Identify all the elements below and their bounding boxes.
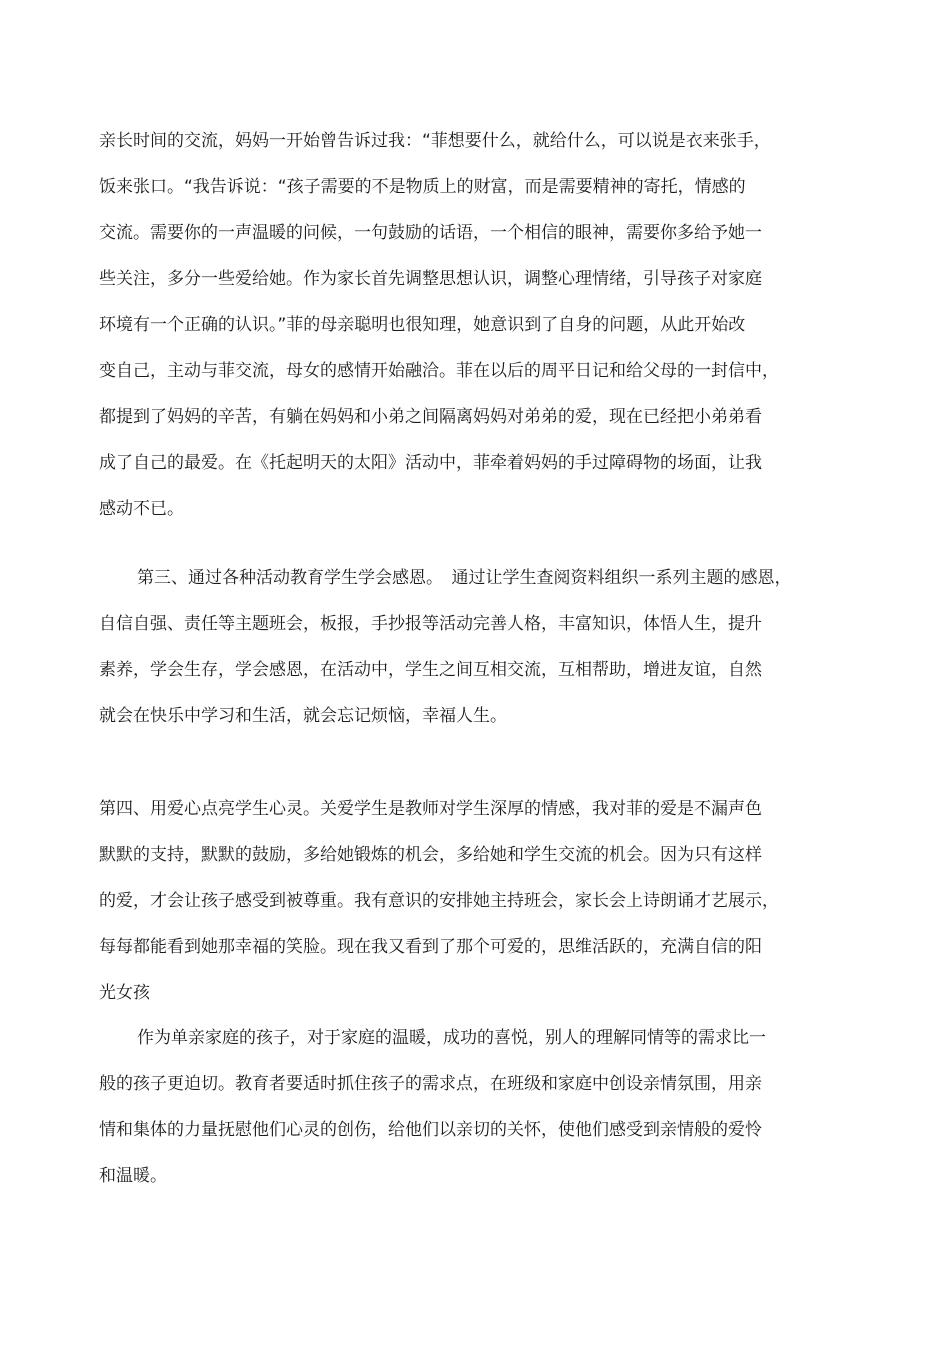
- paragraph-3: [99, 786, 839, 1016]
- paragraph-line: 些关注，多分一些爱给她。作为家长首先调整思想认识，调整心理情绪，引导孩子对家庭: [99, 269, 762, 289]
- paragraph-line: 作为单亲家庭的孩子，对于家庭的温暖，成功的喜悦，别人的理解同情等的需求比一: [137, 1028, 766, 1048]
- paragraph-line: 般的孩子更迫切。教育者要适时抓住孩子的需求点，在班级和家庭中创设亲情氛围，用亲: [99, 1074, 762, 1094]
- paragraph-line: 的爱，才会让孩子感受到被尊重。我有意识的安排她主持班会，家长会上诗朗诵才艺展示，: [99, 891, 779, 911]
- paragraph-4: [99, 1015, 839, 1199]
- paragraph-line: 每每都能看到她那幸福的笑脸。现在我又看到了那个可爱的，思维活跃的，充满自信的阳: [99, 937, 762, 957]
- paragraph-line: 成了自己的最爱。在《托起明天的太阳》活动中，菲牵着妈妈的手过障碍物的场面，让我: [99, 453, 762, 473]
- paragraph-line: 默默的支持，默默的鼓励，多给她锻炼的机会，多给她和学生交流的机会。因为只有这样: [99, 845, 762, 865]
- paragraph-line: 环境有一个正确的认识。”菲的母亲聪明也很知理，她意识到了自身的问题，从此开始改: [99, 315, 746, 335]
- paragraph-1: [99, 118, 839, 532]
- paragraph-line: 感动不已。: [99, 499, 184, 519]
- paragraph-line: 情和集体的力量抚慰他们心灵的创伤，给他们以亲切的关怀，使他们感受到亲情般的爱怜: [99, 1120, 762, 1140]
- paragraph-line: 和温暖。: [99, 1166, 167, 1186]
- paragraph-line: 就会在快乐中学习和生活，就会忘记烦恼，幸福人生。: [99, 706, 507, 726]
- paragraph-line: 自信自强、责任等主题班会，板报，手抄报等活动完善人格，丰富知识，体悟人生，提升: [99, 614, 762, 634]
- paragraph-line: 亲长时间的交流，妈妈一开始曾告诉过我：“菲想要什么，就给什么，可以说是衣来张手，: [99, 131, 771, 151]
- paragraph-line: 光女孩: [99, 983, 150, 1003]
- paragraph-2: [99, 555, 839, 739]
- paragraph-line: 第四、用爱心点亮学生心灵。关爱学生是教师对学生深厚的情感，我对菲的爱是不漏声色: [99, 799, 762, 819]
- paragraph-line: 第三、通过各种活动教育学生学会感恩。 通过让学生查阅资料组织一系列主题的感恩，: [137, 568, 792, 588]
- paragraph-line: 都提到了妈妈的辛苦，有躺在妈妈和小弟之间隔离妈妈对弟弟的爱，现在已经把小弟弟看: [99, 407, 762, 427]
- paragraph-line: 素养，学会生存，学会感恩，在活动中，学生之间互相交流，互相帮助，增进友谊，自然: [99, 660, 762, 680]
- paragraph-line: 变自己，主动与菲交流，母女的感情开始融洽。菲在以后的周平日记和给父母的一封信中，: [99, 361, 779, 381]
- paragraph-line: 交流。需要你的一声温暖的问候，一句鼓励的话语，一个相信的眼神，需要你多给予她一: [99, 223, 762, 243]
- paragraph-line: 饭来张口。“我告诉说：“孩子需要的不是物质上的财富，而是需要精神的寄托，情感的: [99, 177, 746, 197]
